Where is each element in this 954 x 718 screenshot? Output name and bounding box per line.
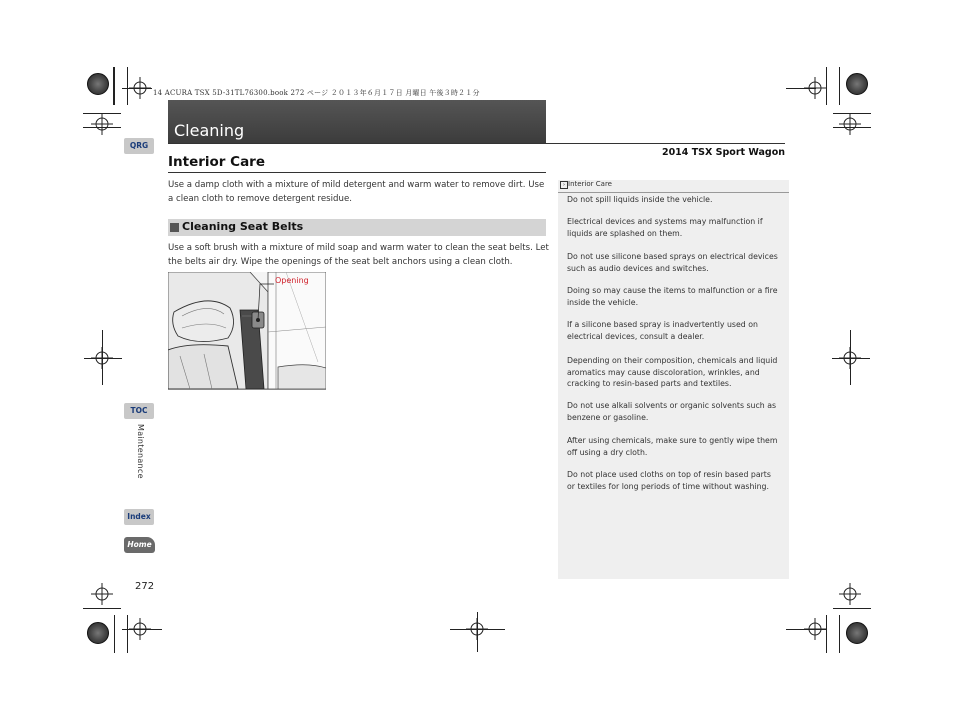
section-title: Interior Care — [168, 154, 265, 170]
crosshair-icon — [839, 113, 861, 135]
sidebar-rule — [558, 192, 789, 193]
page-number: 272 — [135, 581, 155, 592]
sidebar-note: Doing so may cause the items to malfunction or a fire inside the vehicle. — [567, 286, 778, 307]
sidebar-title: Interior Care — [568, 180, 612, 188]
toc-button[interactable]: TOC — [124, 403, 154, 419]
crosshair-icon — [129, 77, 151, 99]
model-name: 2014 TSX Sport Wagon — [661, 147, 785, 158]
sidebar-note: Do not use silicone based sprays on electrical devices such as audio devices and switches. — [567, 252, 778, 273]
print-header: 14 ACURA TSX 5D-31TL76300.book 272 ページ ２０１３年６月１７日 月曜日 午後３時２１分 — [153, 89, 480, 97]
page-title-bar — [168, 100, 546, 143]
crosshair-icon — [91, 583, 113, 605]
sidebar-note: Do not spill liquids inside the vehicle. — [567, 195, 713, 204]
chapter-label: Maintenance — [136, 424, 145, 479]
sidebar-note: After using chemicals, make sure to gently wipe them off using a dry cloth. — [567, 436, 778, 457]
qrg-button[interactable]: QRG — [124, 138, 154, 154]
sidebar-note: Do not use alkali solvents or organic solvents such as benzene or gasoline. — [567, 401, 777, 422]
home-button[interactable]: Home — [124, 537, 155, 553]
sidebar-note: Depending on their composition, chemicals and liquid aromatics may cause discoloration, wrinkles, and cracking to resin-based parts and textiles. — [567, 356, 778, 388]
subsection-body: Use a soft brush with a mixture of mild soap and warm water to clean the seat belts. Let the belts air dry. Wipe the openings of the seat belt anchors using a clean cloth. — [168, 243, 549, 267]
seat-belt-drawing — [168, 272, 326, 389]
sidebar-note: If a silicone based spray is inadvertently used on electrical devices, consult a dealer. — [567, 320, 758, 341]
crosshair-icon — [91, 113, 113, 135]
sidebar-note: Electrical devices and systems may malfunction if liquids are splashed on them. — [567, 217, 763, 238]
page-title: Cleaning — [174, 121, 245, 140]
sidebar-notes — [558, 180, 789, 579]
title-rule — [168, 143, 785, 144]
sidebar-header — [558, 180, 789, 192]
square-bullet-icon — [170, 223, 179, 232]
opening-callout: Opening — [275, 276, 309, 285]
registration-dial-icon — [846, 622, 868, 644]
sidebar-note: Do not place used cloths on top of resin based parts or textiles for long periods of time without washing. — [567, 470, 771, 491]
registration-dial-icon — [87, 73, 109, 95]
section-intro: Use a damp cloth with a mixture of mild detergent and warm water to remove dirt. Use a clean cloth to remove detergent residue. — [168, 180, 545, 204]
subsection-heading-bar — [168, 219, 546, 236]
subsection-title: Cleaning Seat Belts — [182, 220, 304, 233]
reference-marker-icon: › — [560, 181, 568, 189]
crosshair-icon — [804, 77, 826, 99]
section-rule — [168, 172, 546, 173]
crosshair-icon — [839, 583, 861, 605]
registration-dial-icon — [87, 622, 109, 644]
registration-dial-icon — [846, 73, 868, 95]
seat-belt-illustration — [168, 272, 326, 390]
index-button[interactable]: Index — [124, 509, 154, 525]
